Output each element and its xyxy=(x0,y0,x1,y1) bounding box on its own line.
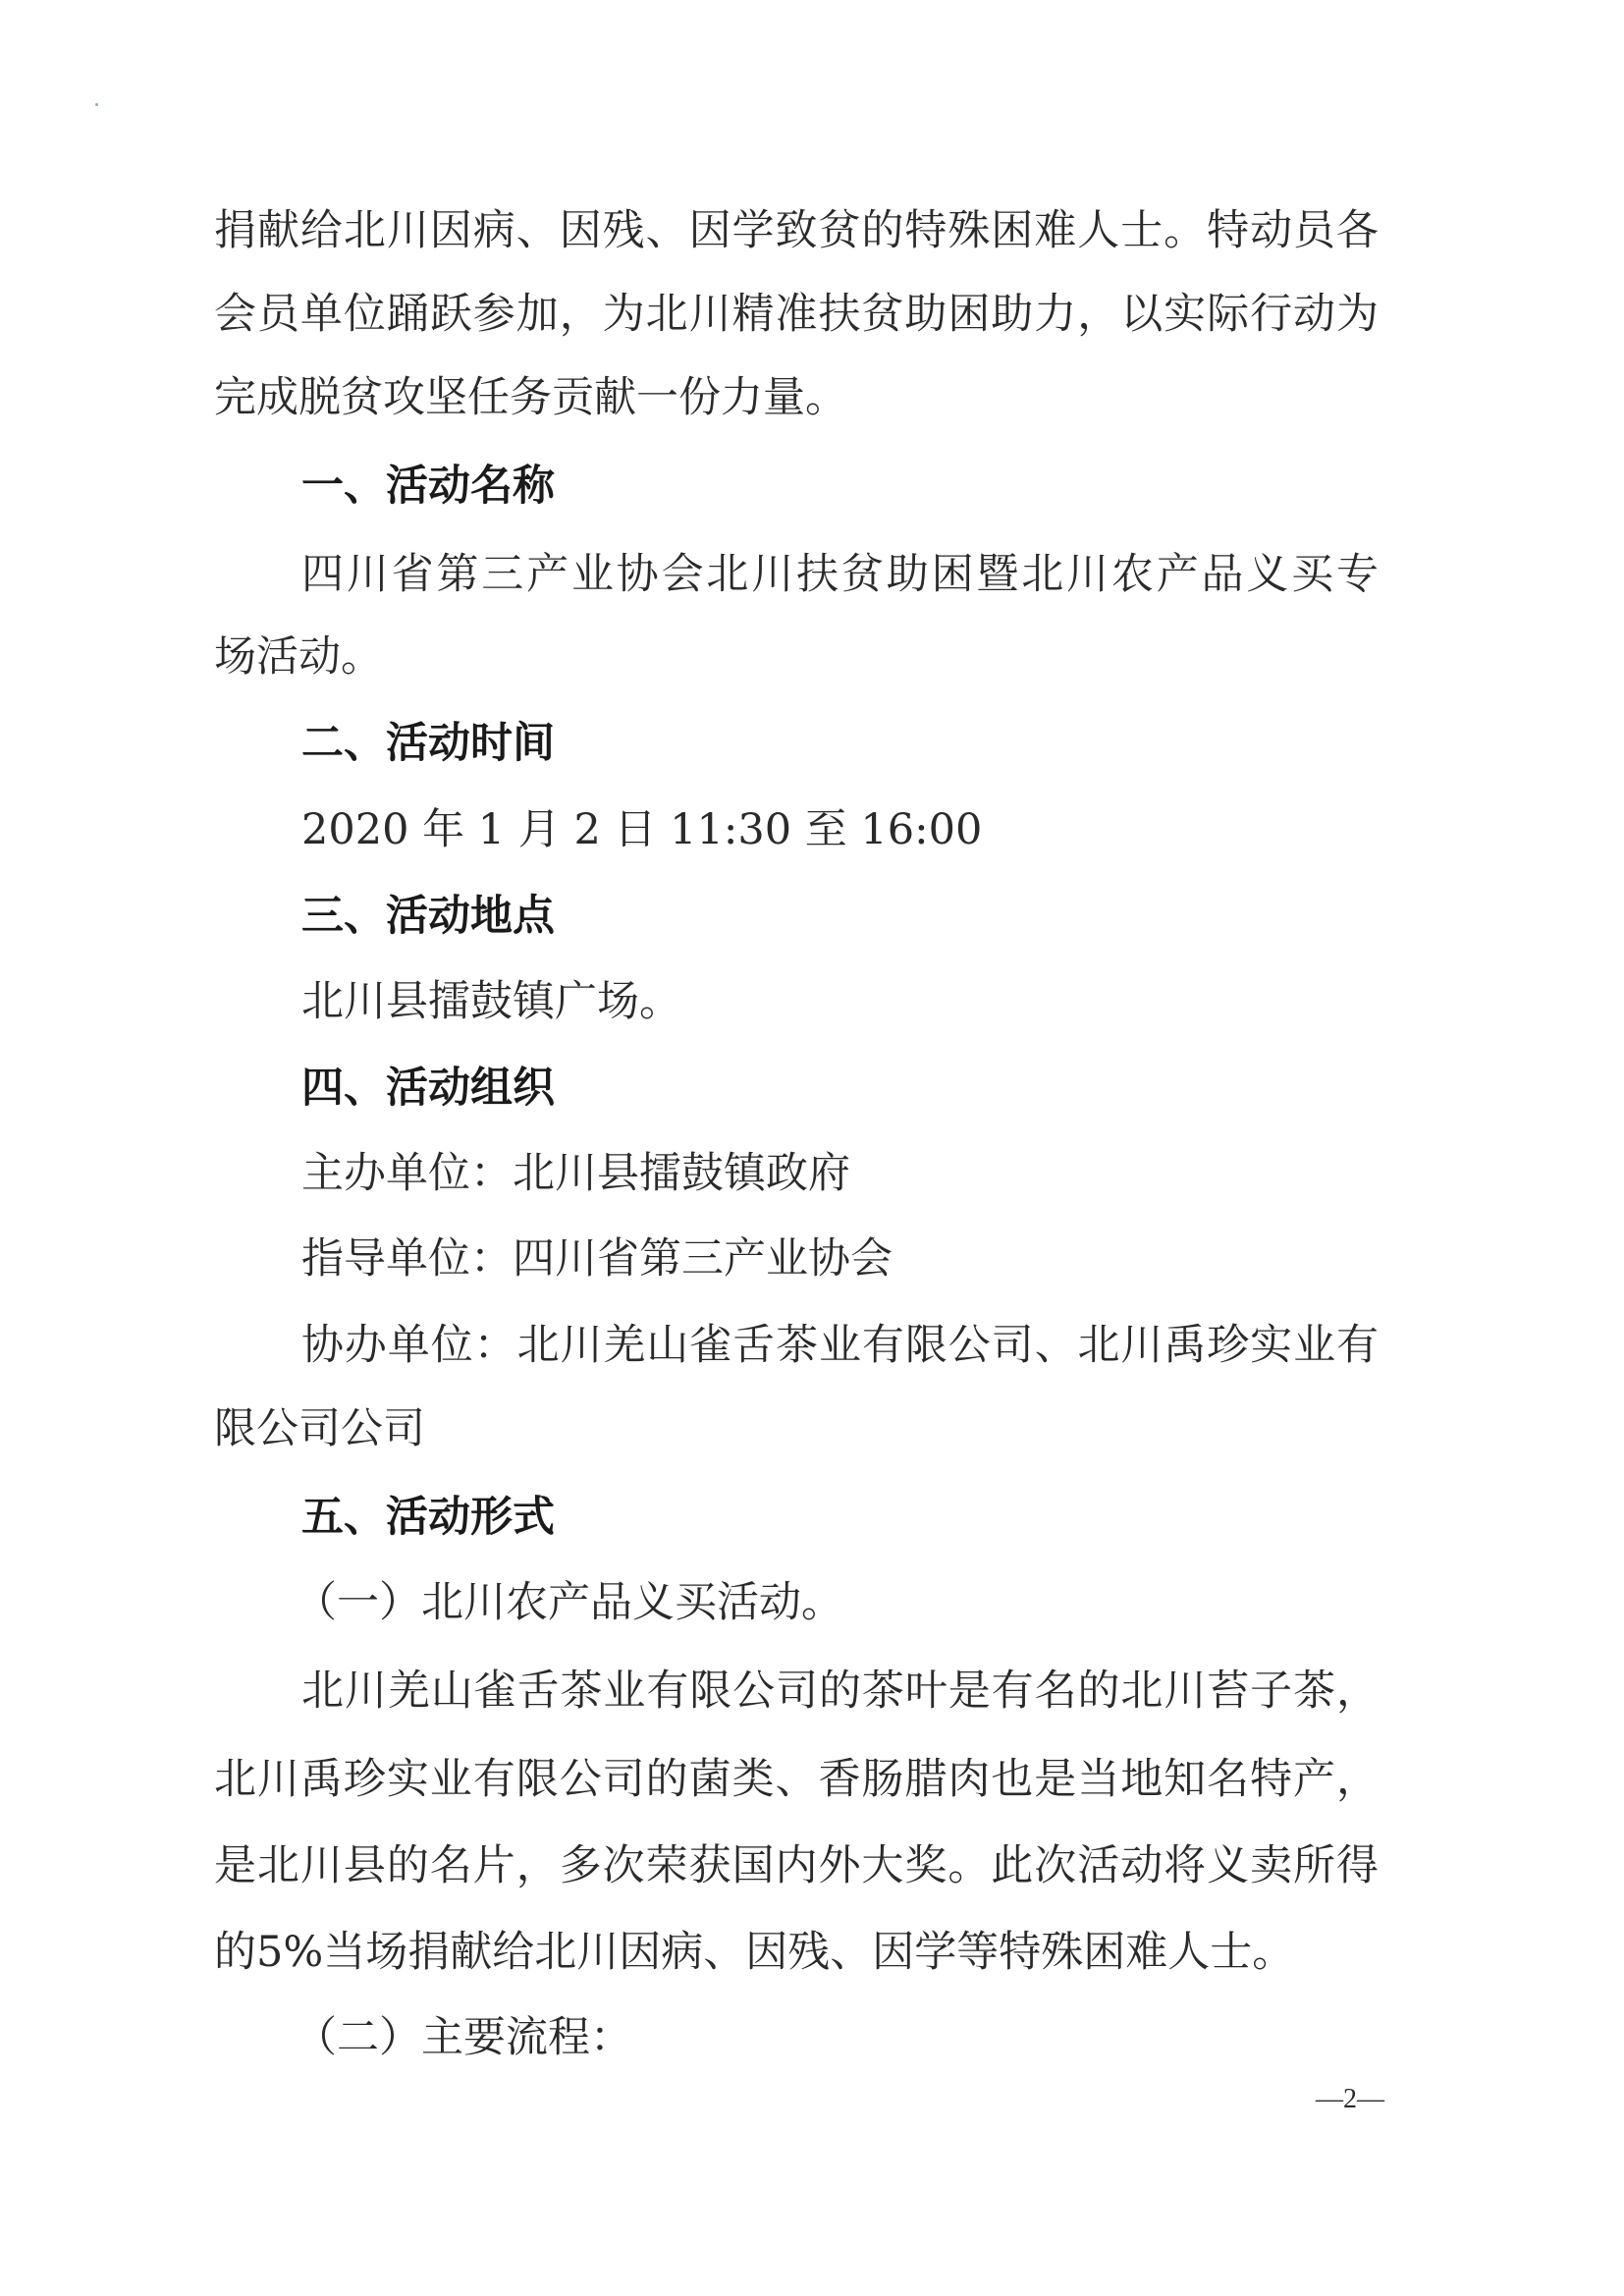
section-heading-form: 五、活动形式 xyxy=(301,1493,555,1542)
page-number: —2— xyxy=(1316,2084,1384,2114)
paragraph-line: 会员单位踊跃参加，为北川精准扶贫助困助力，以实际行动为 xyxy=(214,290,1379,339)
section-heading-place: 三、活动地点 xyxy=(301,892,555,941)
paragraph-line: 北川羌山雀舌茶业有限公司的茶叶是有名的北川苔子茶， xyxy=(301,1667,1379,1716)
scan-speck xyxy=(95,103,98,106)
subheading-process: （二）主要流程： xyxy=(295,2013,632,2062)
paragraph-line: 北川禹珍实业有限公司的菌类、香肠腊肉也是当地知名特产， xyxy=(214,1755,1379,1804)
co-host-unit: 协办单位：北川羌山雀舌茶业有限公司、北川禹珍实业有 xyxy=(301,1321,1379,1370)
co-host-unit-cont: 限公司公司 xyxy=(214,1404,425,1453)
event-place: 北川县擂鼓镇广场。 xyxy=(301,977,681,1026)
subheading-sale: （一）北川农产品义买活动。 xyxy=(295,1578,843,1627)
paragraph-line: 场活动。 xyxy=(214,632,383,682)
guide-unit: 指导单位：四川省第三产业协会 xyxy=(301,1234,893,1284)
section-heading-name: 一、活动名称 xyxy=(301,462,555,511)
host-unit: 主办单位：北川县擂鼓镇政府 xyxy=(301,1149,850,1198)
paragraph-line: 完成脱贫攻坚任务贡献一份力量。 xyxy=(214,373,847,422)
paragraph-line: 四川省第三产业协会北川扶贫助困暨北川农产品义买专 xyxy=(301,550,1379,599)
paragraph-line: 捐献给北川因病、因残、因学致贫的特殊困难人士。特动员各 xyxy=(214,206,1379,255)
paragraph-line: 是北川县的名片，多次荣获国内外大奖。此次活动将义卖所得 xyxy=(214,1841,1379,1890)
event-time: 2020 年 1 月 2 日 11:30 至 16:00 xyxy=(301,805,983,854)
section-heading-time: 二、活动时间 xyxy=(301,719,555,768)
paragraph-line: 的5%当场捐献给北川因病、因残、因学等特殊困难人士。 xyxy=(214,1928,1295,1977)
section-heading-organization: 四、活动组织 xyxy=(301,1064,555,1113)
